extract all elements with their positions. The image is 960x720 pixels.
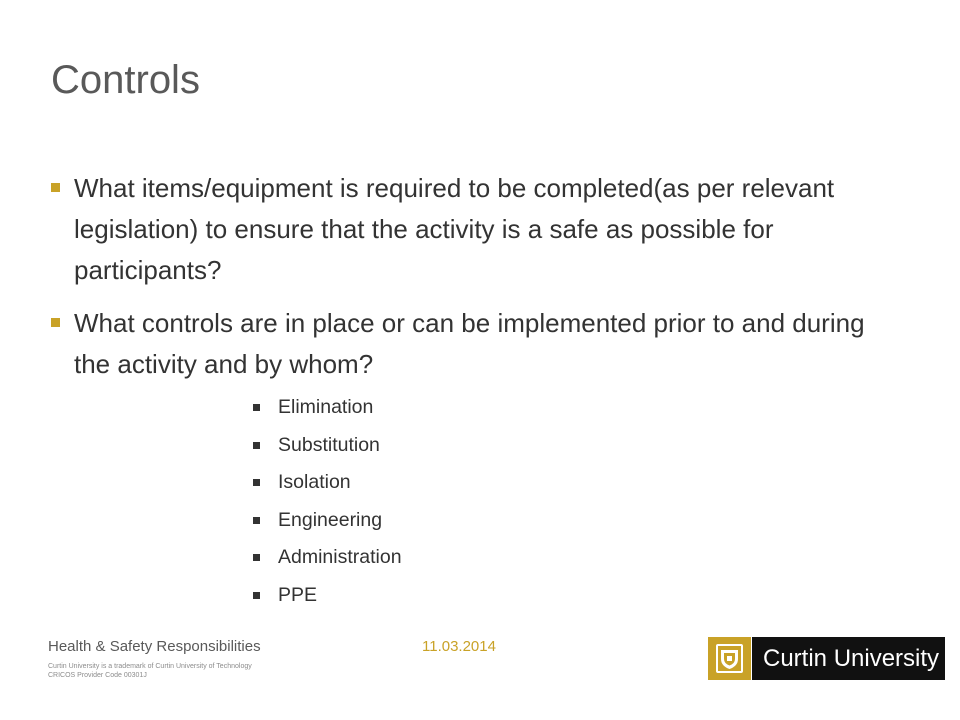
- square-bullet-icon: [51, 318, 60, 327]
- trademark-notice: Curtin University is a trademark of Curtin University of Technology: [48, 663, 252, 670]
- sub-bullet-item: [250, 464, 898, 502]
- sub-bullet-text: Administration: [278, 546, 402, 568]
- square-bullet-icon: [253, 479, 260, 486]
- cricos-code: CRICOS Provider Code 00301J: [48, 672, 147, 679]
- sub-bullet-text: Substitution: [278, 433, 380, 456]
- square-bullet-icon: [253, 517, 260, 524]
- footer-legal-text: [48, 662, 252, 680]
- sub-bullet-item: [250, 389, 898, 427]
- footer-presentation-title: Health & Safety Responsibilities: [48, 638, 261, 655]
- sub-bullet-text: Isolation: [278, 471, 351, 493]
- bullet-item: [48, 303, 898, 614]
- square-bullet-icon: [253, 404, 260, 411]
- sub-bullet-text: PPE: [278, 583, 318, 606]
- sub-bullet-text: Elimination: [278, 396, 374, 418]
- bullet-item: [48, 168, 898, 291]
- logo-wordmark: Curtin University: [752, 637, 945, 680]
- curtin-crest-icon: [708, 637, 751, 680]
- square-bullet-icon: [253, 554, 260, 561]
- sub-bullet-item: [250, 539, 898, 577]
- sub-bullet-text: Engineering: [278, 508, 383, 531]
- slide-title: Controls: [51, 58, 200, 102]
- bullet-text: What items/equipment is required to be completed(as per relevant legislation) to ensure that the activity is a safe as possible for participants?: [74, 173, 835, 285]
- footer-date: 11.03.2014: [422, 638, 496, 655]
- bullet-list: [48, 168, 898, 614]
- square-bullet-icon: [253, 592, 260, 599]
- curtin-university-logo: [708, 637, 945, 680]
- square-bullet-icon: [253, 442, 260, 449]
- sub-bullet-list: [250, 389, 898, 614]
- sub-bullet-item: [250, 577, 898, 615]
- sub-bullet-item: [250, 502, 898, 540]
- sub-bullet-item: [250, 427, 898, 465]
- bullet-text: What controls are in place or can be implemented prior to and during the activity and by whom?: [74, 308, 865, 379]
- square-bullet-icon: [51, 183, 60, 192]
